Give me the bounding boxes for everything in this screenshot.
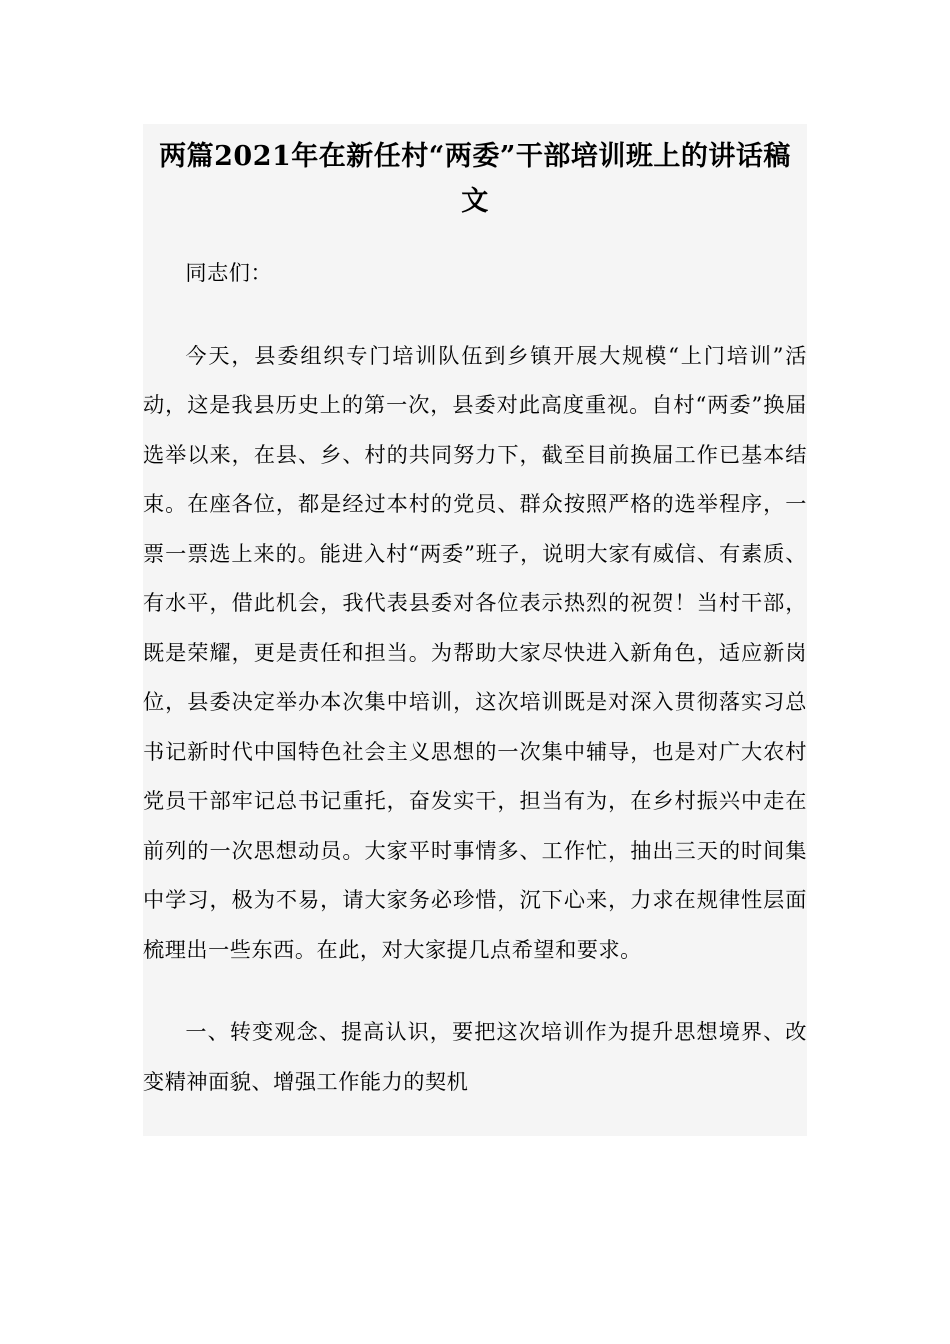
- greeting: 同志们：: [185, 260, 273, 285]
- document-title: 两篇2021年在新任村“两委”干部培训班上的讲话稿文: [159, 141, 791, 217]
- paragraph-section-heading: 一、转变观念、提高认识，要把这次培训作为提升思想境界、改变精神面貌、增强工作能力的契机: [143, 1019, 807, 1094]
- document-text-block: [143, 124, 807, 1136]
- paragraph-intro: 今天，县委组织专门培训队伍到乡镇开展大规模“上门培训”活动，这是我县历史上的第一次，县委对此高度重视。自村“两委”换届选举以来，在县、乡、村的共同努力下，截至目前换届工作已基本结束。在座各位，都是经过本村的党员、群众按照严格的选举程序，一票一票选上来的。能进入村“两委”班子，说明大家有威信、有素质、有水平，借此机会，我代表县委对各位表示热烈的祝贺！当村干部，既是荣耀，更是责任和担当。为帮助大家尽快进入新角色，适应新岗位，县委决定举办本次集中培训，这次培训既是对深入贯彻落实习总书记新时代中国特色社会主义思想的一次集中辅导，也是对广大农村党员干部牢记总书记重托，奋发实干，担当有为，在乡村振兴中走在前列的一次思想动员。大家平时事情多、工作忙，抽出三天的时间集中学习，极为不易，请大家务必珍惜，沉下心来，力求在规律性层面梳理出一些东西。在此，对大家提几点希望和要求。: [143, 342, 807, 962]
